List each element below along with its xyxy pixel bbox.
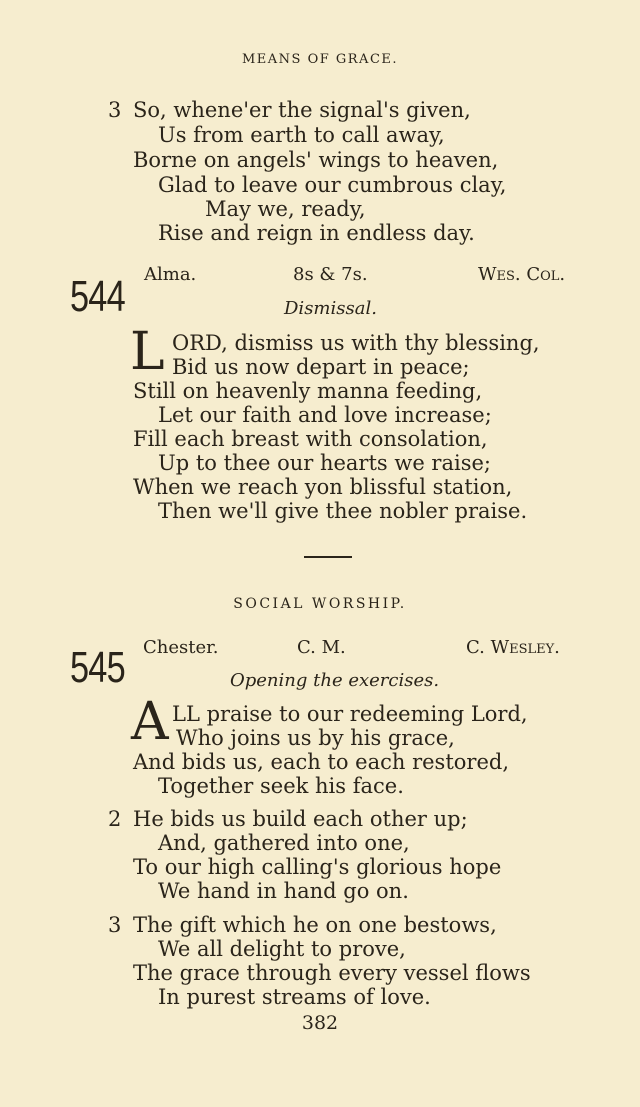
page-number: 382 [301, 1012, 339, 1034]
section-title: SOCIAL WORSHIP. [233, 596, 407, 612]
hymn-number: 545 [70, 643, 125, 692]
verse-line: To our high calling's glorious hope [133, 855, 502, 879]
stanza-number: 3 [108, 913, 122, 937]
verse-line: ORD, dismiss us with thy blessing, [172, 331, 540, 355]
verse-line: And, gathered into one, [158, 831, 410, 855]
verse-line: And bids us, each to each restored, [133, 750, 510, 774]
verse-line: We all delight to prove, [158, 937, 406, 961]
verse-line: In purest streams of love. [158, 985, 431, 1009]
verse-line: Together seek his face. [158, 774, 404, 798]
verse-line: Fill each breast with consolation, [133, 427, 488, 451]
verse-line: Up to thee our hearts we raise; [158, 451, 491, 475]
verse-line: We hand in hand go on. [158, 879, 409, 903]
section-divider [304, 556, 352, 558]
verse-line: The grace through every vessel flows [133, 961, 531, 985]
verse-line: Us from earth to call away, [158, 123, 445, 147]
author: C. Wesley. [466, 637, 560, 658]
verse-line: Borne on angels' wings to heaven, [133, 148, 499, 172]
verse-line: Let our faith and love increase; [158, 403, 492, 427]
verse-line: He bids us build each other up; [133, 807, 468, 831]
hymn-subtitle: Opening the exercises. [230, 670, 440, 691]
stanza-number: 3 [108, 98, 122, 122]
hymn-subtitle: Dismissal. [284, 298, 377, 319]
stanza-number: 2 [108, 807, 122, 831]
verse-line: Who joins us by his grace, [176, 726, 455, 750]
verse-line: When we reach yon blissful station, [133, 475, 513, 499]
hymn-number: 544 [70, 272, 125, 321]
tune-name: Chester. [143, 637, 219, 658]
verse-line: Glad to leave our cumbrous clay, [158, 173, 507, 197]
verse-line: May we, ready, [205, 197, 366, 221]
verse-line: LL praise to our redeeming Lord, [172, 702, 528, 726]
verse-line: Still on heavenly manna feeding, [133, 379, 483, 403]
author: Wes. Col. [478, 264, 566, 285]
running-header: MEANS OF GRACE. [241, 52, 399, 67]
verse-line: Rise and reign in endless day. [158, 221, 475, 245]
verse-line: So, whene'er the signal's given, [133, 98, 471, 122]
verse-line: The gift which he on one bestows, [133, 913, 497, 937]
drop-cap: L [130, 322, 165, 382]
tune-name: Alma. [144, 264, 197, 285]
meter: 8s & 7s. [293, 264, 368, 285]
drop-cap: A [131, 692, 169, 752]
verse-line: Then we'll give thee nobler praise. [158, 499, 528, 523]
verse-line: Bid us now depart in peace; [172, 355, 470, 379]
meter: C. M. [297, 637, 346, 658]
